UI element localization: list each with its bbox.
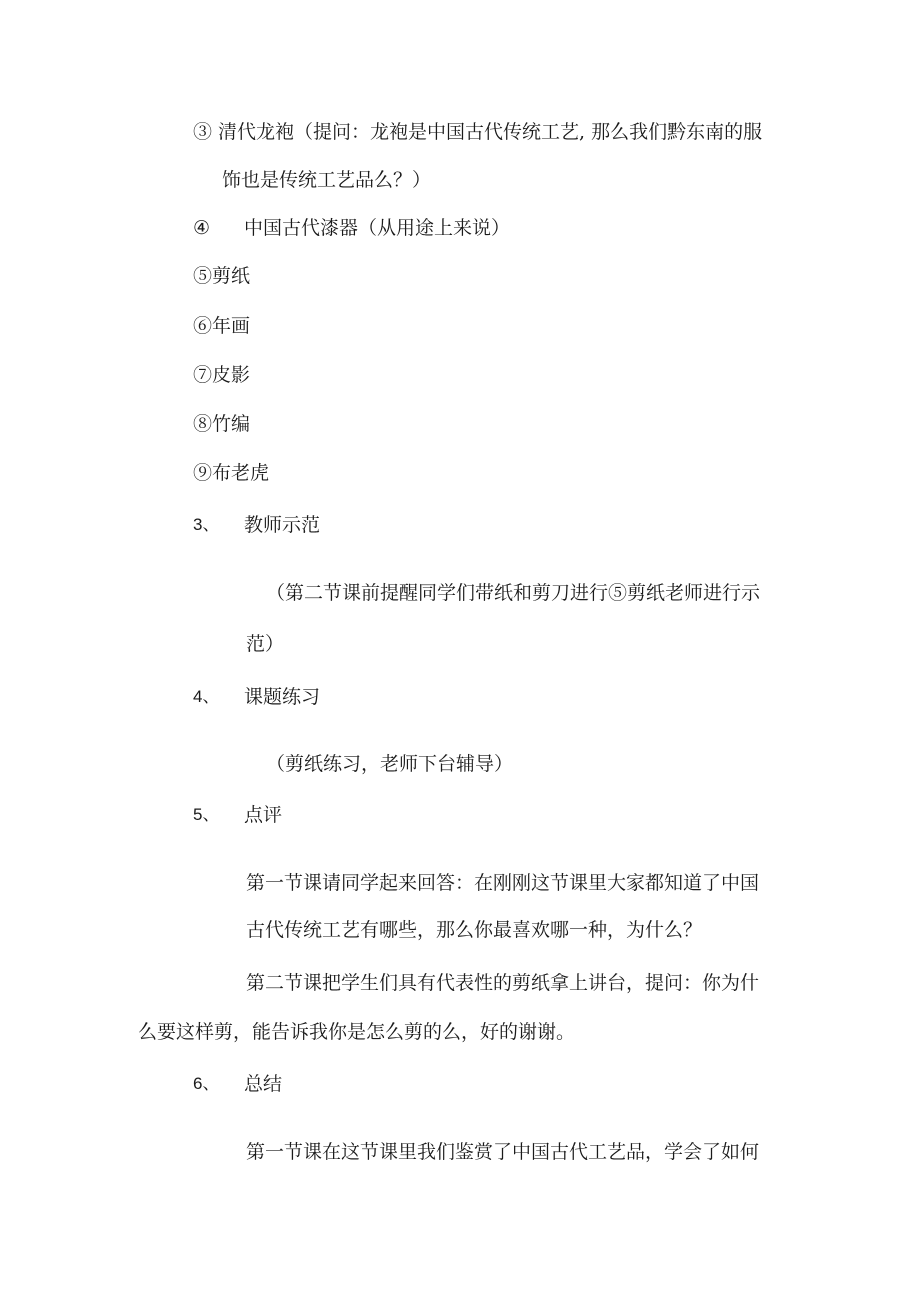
section-6-paragraph-line-1: 第一节课在这节课里我们鉴赏了中国古代工艺品，学会了如何 [246, 1141, 760, 1163]
item-3-continuation: 饰也是传统工艺品么？） [222, 169, 432, 191]
section-5-paragraph-1-line-1: 第一节课请同学起来回答：在刚刚这节课里大家都知道了中国 [246, 872, 760, 894]
section-3-note-continuation: 范） [246, 633, 285, 655]
section-5-paragraph-1-line-2: 古代传统工艺有哪些，那么你最喜欢哪一种，为什么？ [246, 919, 703, 941]
item-6-new-year-painting: ⑥年画 [193, 315, 251, 337]
item-9-cloth-tiger: ⑨布老虎 [193, 462, 270, 484]
section-3-note: （第二节课前提醒同学们带纸和剪刀进行⑤剪纸老师进行示 [266, 582, 761, 604]
section-3-number: 3、 [193, 515, 220, 534]
section-5-paragraph-2-line-1: 第二节课把学生们具有代表性的剪纸拿上讲台，提问：你为什 [246, 972, 760, 994]
item-5-paper-cutting: ⑤剪纸 [193, 265, 251, 287]
item-4-marker: ④ [193, 217, 211, 239]
section-4-number: 4、 [193, 687, 220, 706]
item-8-bamboo-weaving: ⑧竹编 [193, 413, 251, 435]
section-3-heading: 教师示范 [244, 514, 321, 536]
section-4-note: （剪纸练习，老师下台辅导） [266, 753, 514, 775]
section-5-heading: 点评 [244, 804, 283, 826]
section-6-number: 6、 [193, 1074, 220, 1093]
section-6-heading: 总结 [244, 1073, 283, 1095]
item-3-qing-dragon-robe: ③ 清代龙袍（提问：龙袍是中国古代传统工艺, 那么我们黔东南的服 [193, 121, 763, 143]
section-5-paragraph-2-line-2: 么要这样剪，能告诉我你是怎么剪的么，好的谢谢。 [138, 1021, 576, 1043]
section-4-heading: 课题练习 [244, 686, 321, 708]
item-4-lacquerware: 中国古代漆器（从用途上来说） [244, 217, 511, 239]
item-7-shadow-puppet: ⑦皮影 [193, 364, 251, 386]
section-5-number: 5、 [193, 805, 220, 824]
